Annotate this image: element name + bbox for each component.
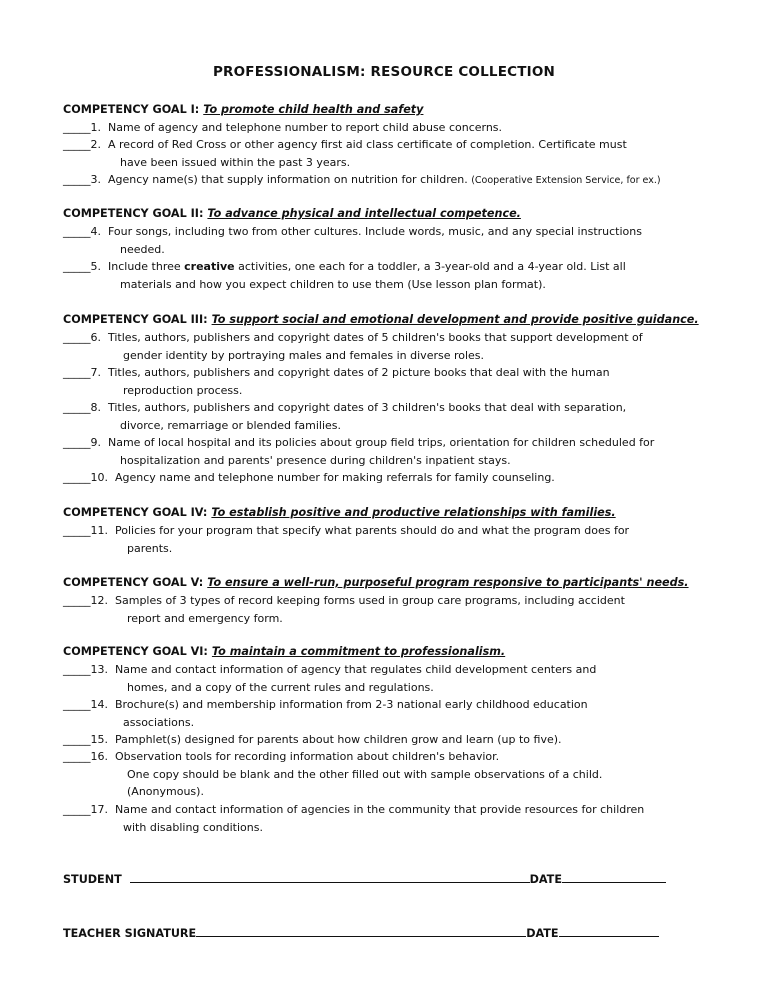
- list-item-2: [63, 136, 627, 171]
- goal-text: To maintain a commitment to professionalism.: [211, 645, 506, 658]
- item-blank: _____: [63, 733, 91, 746]
- item-text-cont: gender identity by portraying males and females in diverse roles.: [123, 348, 485, 362]
- item-number: 9.: [90, 436, 101, 449]
- list-item-6: [63, 329, 643, 364]
- item-text: Policies for your program that specify what parents should do and what the program does for: [115, 524, 630, 537]
- student-name-line[interactable]: [130, 872, 530, 883]
- item-number: 4.: [90, 225, 101, 238]
- emphasis-text: creative: [184, 260, 235, 273]
- item-blank: _____: [63, 524, 91, 537]
- goal-label: COMPETENCY GOAL II:: [63, 207, 204, 220]
- item-blank: _____: [63, 750, 91, 763]
- item-number: 6.: [90, 331, 101, 344]
- item-text: Titles, authors, publishers and copyright dates of 5 children's books that support development of: [108, 331, 643, 344]
- goal-heading-1: [63, 103, 423, 116]
- item-blank: _____: [63, 331, 91, 344]
- item-text-cont: divorce, remarriage or blended families.: [120, 418, 342, 432]
- item-number: 2.: [90, 138, 101, 151]
- item-blank: _____: [63, 366, 91, 379]
- item-text: A record of Red Cross or other agency first aid class certificate of completion. Certificate must: [108, 138, 627, 151]
- goal-heading-5: [63, 576, 689, 589]
- item-blank: _____: [63, 401, 91, 414]
- list-item-5: [63, 258, 626, 293]
- item-blank: _____: [63, 121, 91, 134]
- list-item-7: [63, 364, 610, 399]
- date-label: DATE: [526, 927, 559, 940]
- list-item-9: [63, 434, 654, 469]
- item-number: 1.: [90, 121, 101, 134]
- item-text: Titles, authors, publishers and copyright dates of 3 children's books that deal with separation,: [108, 401, 627, 414]
- goal-text: To establish positive and productive relationships with families.: [211, 506, 616, 519]
- item-text-cont: report and emergency form.: [127, 611, 283, 625]
- teacher-date-line[interactable]: [559, 926, 659, 937]
- goal-text: To ensure a well-run, purposeful program responsive to participants' needs.: [207, 576, 689, 589]
- page-title: PROFESSIONALISM: RESOURCE COLLECTION: [212, 64, 556, 80]
- item-blank: _____: [63, 225, 91, 238]
- item-text: Agency name and telephone number for making referrals for family counseling.: [115, 471, 555, 484]
- goal-text: To support social and emotional development and provide positive guidance.: [211, 313, 699, 326]
- item-number: 7.: [90, 366, 101, 379]
- item-text-cont: with disabling conditions.: [123, 820, 263, 834]
- item-text-cont: associations.: [123, 715, 195, 729]
- teacher-label: TEACHER SIGNATURE: [63, 927, 197, 940]
- item-blank: _____: [63, 594, 91, 607]
- item-blank: _____: [63, 436, 91, 449]
- item-text: Observation tools for recording information about children's behavior.: [115, 750, 500, 763]
- goal-label: COMPETENCY GOAL VI:: [63, 645, 208, 658]
- item-text: Titles, authors, publishers and copyright dates of 2 picture books that deal with the human: [108, 366, 610, 379]
- student-label: STUDENT: [63, 873, 122, 886]
- item-blank: _____: [63, 173, 91, 186]
- goal-text: To advance physical and intellectual competence.: [207, 207, 521, 220]
- item-number: 3.: [90, 173, 101, 186]
- item-blank: _____: [63, 698, 91, 711]
- list-item-14: [63, 696, 588, 731]
- item-blank: _____: [63, 803, 91, 816]
- list-item-8: [63, 399, 626, 434]
- item-text-cont: (Anonymous).: [127, 785, 204, 798]
- item-text: Name and contact information of agencies in the community that provide resources for children: [115, 803, 645, 816]
- goal-heading-4: [63, 506, 616, 519]
- goal-text: To promote child health and safety: [203, 103, 424, 116]
- goal-heading-2: [63, 207, 521, 220]
- student-date-line[interactable]: [562, 872, 666, 883]
- date-label: DATE: [529, 873, 562, 886]
- goal-label: COMPETENCY GOAL V:: [63, 576, 204, 589]
- list-item-4: [63, 223, 642, 258]
- item-blank: _____: [63, 663, 91, 676]
- item-number: 17.: [90, 803, 108, 816]
- item-number: 5.: [90, 260, 101, 273]
- item-text-cont: reproduction process.: [123, 383, 243, 397]
- goal-heading-6: [63, 645, 505, 658]
- goal-heading-3: [63, 313, 699, 326]
- item-text-cont: needed.: [120, 242, 165, 256]
- item-text: Name of local hospital and its policies about group field trips, orientation for children scheduled for: [108, 436, 655, 449]
- item-text: Brochure(s) and membership information from 2-3 national early childhood education: [115, 698, 588, 711]
- item-number: 14.: [90, 698, 108, 711]
- item-text-cont: One copy should be blank and the other filled out with sample observations of a child.: [127, 767, 603, 781]
- item-text: Four songs, including two from other cultures. Include words, music, and any special instructions: [108, 225, 642, 238]
- item-number: 8.: [90, 401, 101, 414]
- goal-label: COMPETENCY GOAL III:: [63, 313, 208, 326]
- item-text: Name and contact information of agency that regulates child development centers and: [115, 663, 597, 676]
- list-item-3: [63, 171, 661, 190]
- item-text: Agency name(s) that supply information on nutrition for children.: [108, 173, 468, 186]
- item-text: Include three creative activities, one each for a toddler, a 3-year-old and a 4-year old. List all: [108, 260, 626, 273]
- teacher-signature-line[interactable]: [196, 926, 526, 937]
- goal-label: COMPETENCY GOAL IV:: [63, 506, 208, 519]
- list-item-12: [63, 592, 625, 627]
- list-item-16: [63, 748, 602, 801]
- list-item-17: [63, 801, 644, 836]
- student-row: [63, 872, 666, 886]
- item-number: 10.: [90, 471, 108, 484]
- item-text: Name of agency and telephone number to report child abuse concerns.: [108, 121, 503, 134]
- list-item-10: [63, 469, 555, 487]
- item-blank: _____: [63, 138, 91, 151]
- item-text-cont: parents.: [127, 541, 173, 555]
- item-number: 12.: [90, 594, 108, 607]
- item-text-cont: materials and how you expect children to use them (Use lesson plan format).: [120, 277, 546, 291]
- list-item-13: [63, 661, 596, 696]
- item-blank: _____: [63, 260, 91, 273]
- item-number: 15.: [90, 733, 108, 746]
- item-number: 16.: [90, 750, 108, 763]
- item-number: 13.: [90, 663, 108, 676]
- item-blank: _____: [63, 471, 91, 484]
- item-text-cont: homes, and a copy of the current rules and regulations.: [127, 680, 434, 694]
- list-item-11: [63, 522, 629, 557]
- list-item-1: [63, 119, 502, 137]
- goal-label: COMPETENCY GOAL I:: [63, 103, 200, 116]
- item-text: Pamphlet(s) designed for parents about how children grow and learn (up to five).: [115, 733, 562, 746]
- item-number: 11.: [90, 524, 108, 537]
- item-text: Samples of 3 types of record keeping forms used in group care programs, including accident: [115, 594, 625, 607]
- item-text-cont: hospitalization and parents' presence during children's inpatient stays.: [120, 453, 511, 467]
- item-text-cont: have been issued within the past 3 years.: [120, 155, 351, 169]
- teacher-row: [63, 926, 659, 940]
- list-item-15: [63, 731, 562, 749]
- item-note: (Cooperative Extension Service, for ex.): [471, 175, 661, 186]
